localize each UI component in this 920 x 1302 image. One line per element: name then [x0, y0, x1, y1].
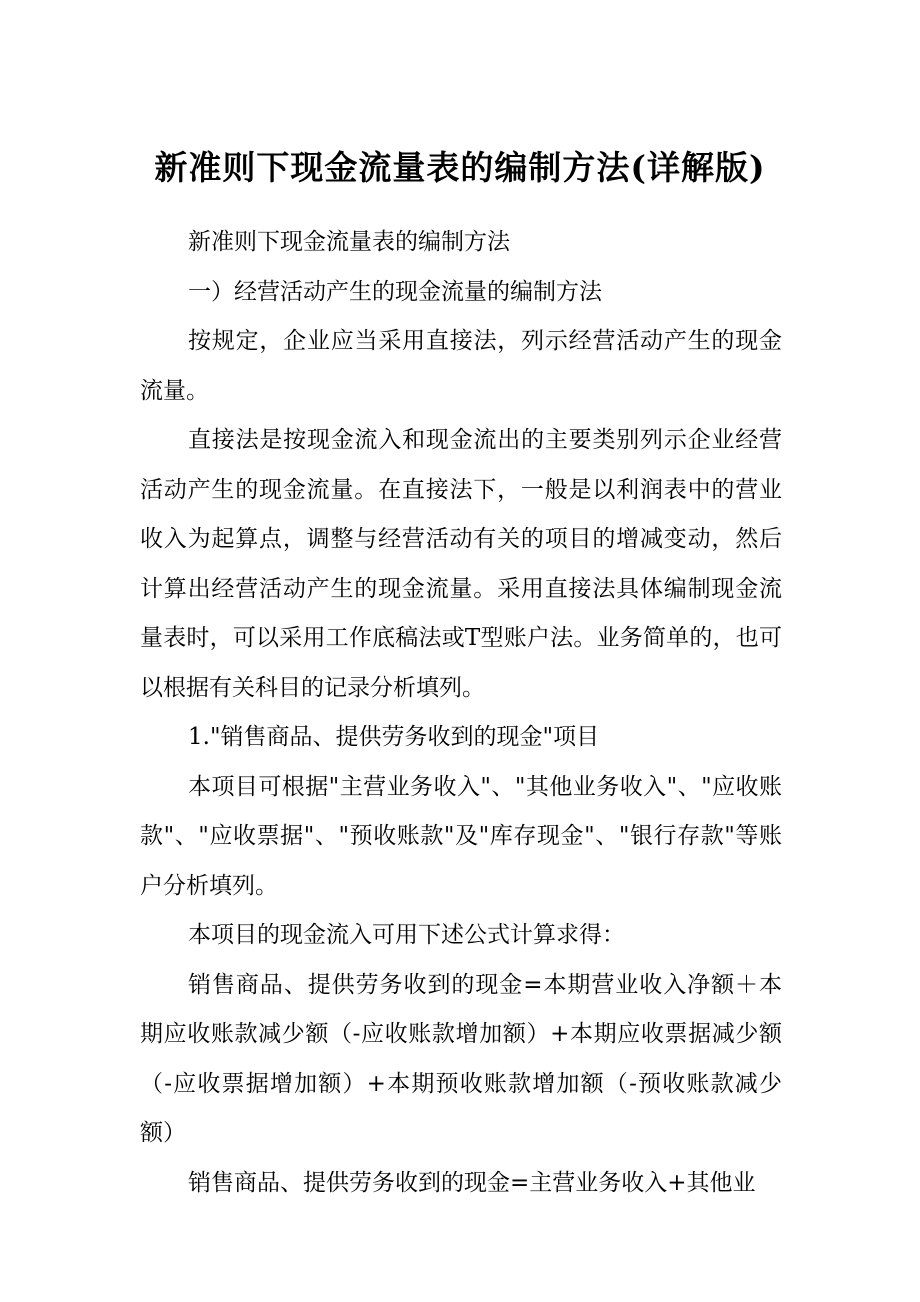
paragraph-heading: 新准则下现金流量表的编制方法 [188, 229, 510, 255]
paragraph-section-heading: 一）经营活动产生的现金流量的编制方法 [188, 278, 602, 305]
paragraph-formula-intro: 本项目的现金流入可用下述公式计算求得： [188, 922, 625, 948]
paragraph-formula-2: 销售商品、提供劳务收到的现金=主营业务收入+其他业 [188, 1169, 756, 1196]
paragraph-item-heading: 1."销售商品、提供劳务收到的现金"项目 [188, 724, 600, 750]
paragraph-formula-1: 销售商品、提供劳务收到的现金=本期营业收入净额＋本期应收账款减少额（-应收账款增加额）+本期应收票据减少额（-应收票据增加额）+本期预收账款增加额（-预收账款减少额） [140, 971, 782, 1146]
document-title: 新准则下现金流量表的编制方法(详解版) [154, 148, 766, 187]
paragraph-direct-method: 直接法是按现金流入和现金流出的主要类别列示企业经营活动产生的现金流量。在直接法下，一般是以利润表中的营业收入为起算点，调整与经营活动有关的项目的增减变动，然后计算出经营活动产生的现金流量。采用直接法具体编制现金流量表时，可以采用工作底稿法或T型账户法。业务简单的，也可以根据有关科目的记录分析填列。 [140, 427, 782, 701]
document-body [140, 218, 782, 1208]
paragraph-accounts: 本项目可根据"主营业务收入"、"其他业务收入"、"应收账款"、"应收票据"、"预收账款"及"库存现金"、"银行存款"等账户分析填列。 [140, 773, 782, 899]
paragraph-regulation: 按规定，企业应当采用直接法，列示经营活动产生的现金流量。 [140, 328, 782, 404]
